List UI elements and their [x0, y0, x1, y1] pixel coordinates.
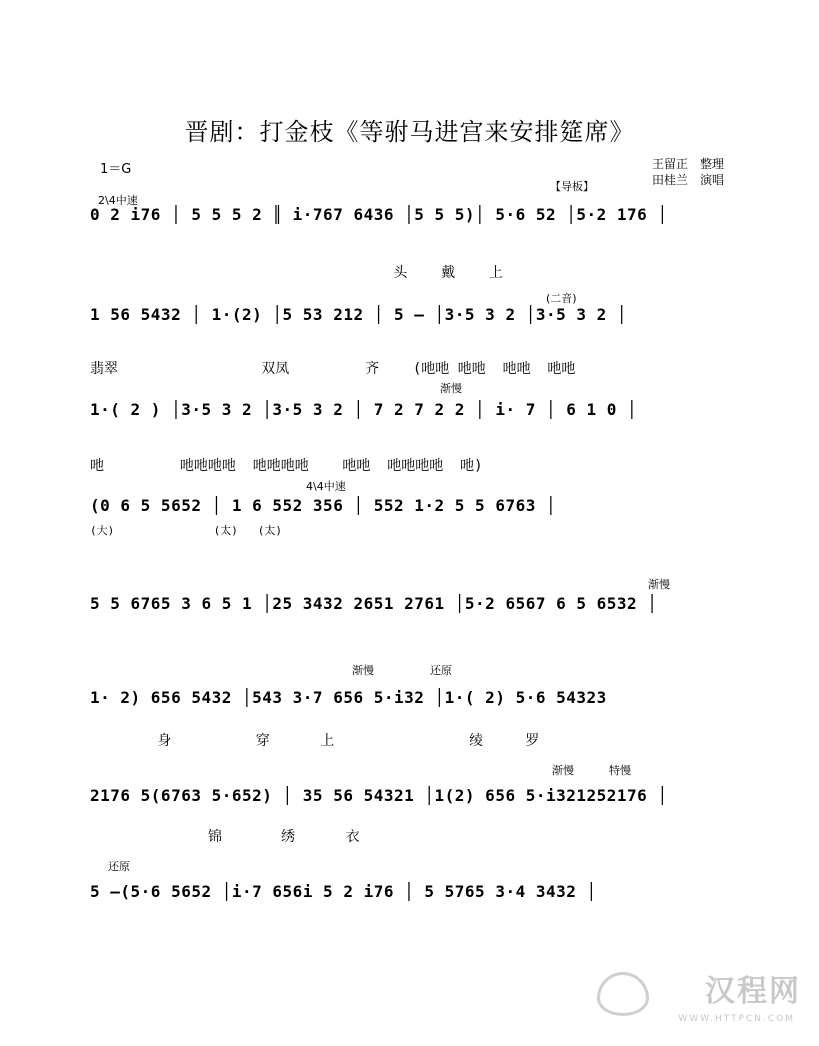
lyric-row: (大) (太) (太) — [90, 524, 282, 537]
notation-row — [90, 786, 760, 820]
tempo-annotation: 渐慢 — [648, 578, 670, 591]
lyric-row: 身 穿 上 绫 罗 — [90, 733, 540, 749]
notation-line: 0 2 i76 │ 5 5 5 2 ║ i·767 6436 │5 5 5)│ 5·6 52 │5·2 176 │ — [90, 205, 668, 224]
section-label: 【导板】 — [550, 180, 594, 193]
notation-line: 1 56 5432 │ 1·(2) │5 53 212 │ 5 – │3·5 3 2 │3·5 3 2 │ — [90, 305, 628, 324]
notation-row — [90, 882, 760, 916]
watermark-url: WWW.HTTPCN.COM — [678, 1014, 795, 1024]
tempo-annotation: 还原 — [108, 860, 130, 873]
notation-line: 1· 2) 656 5432 │543 3·7 656 5·i32 │1·( 2) 5·6 54323 — [90, 688, 607, 707]
notation-line: 1·( 2 ) │3·5 3 2 │3·5 3 2 │ 7 2 7 2 2 │ i· 7 │ 6 1 0 │ — [90, 400, 638, 419]
notation-line: 2176 5(6763 5·652) │ 35 56 54321 │1(2) 656 5·i321252176 │ — [90, 786, 668, 805]
notation-line: 5 5 6765 3 6 5 1 │25 3432 2651 2761 │5·2 6567 6 5 6532 │ — [90, 594, 658, 613]
page-title: 晋剧：打金枝《等驸马进宫来安排筵席》 — [184, 118, 635, 146]
credits — [652, 156, 724, 188]
notation-row — [90, 594, 760, 628]
notation-row — [90, 305, 760, 339]
lyric-row: 翡翠 双凤 齐 (吔吔 吔吔 吔吔 吔吔 — [90, 361, 576, 377]
tempo-annotation: 渐慢 — [440, 382, 462, 395]
notation-line: (0 6 5 5652 │ 1 6 552 356 │ 552 1·2 5 5 6763 │ — [90, 496, 557, 515]
lyric-row: 头 戴 上 — [90, 265, 503, 281]
notation-row — [90, 688, 760, 722]
notation-row — [90, 400, 760, 434]
tempo-annotation: 渐慢 特慢 — [552, 764, 631, 777]
annotation: (二音) — [546, 292, 577, 305]
tempo-mark: 4\4中速 — [306, 480, 346, 493]
lyric-row: 吔 吔吔吔吔 吔吔吔吔 吔吔 吔吔吔吔 吔) — [90, 458, 483, 474]
key-signature: 1＝G — [100, 162, 132, 177]
tempo-mark: 2\4中速 — [98, 194, 138, 207]
lyric-row: 锦 绣 衣 — [90, 829, 360, 845]
credit-arranger: 王留正 整理 — [652, 157, 725, 171]
tempo-annotation: 渐慢 还原 — [352, 664, 452, 677]
credit-performer: 田桂兰 演唱 — [652, 173, 725, 187]
notation-line: 5 –(5·6 5652 │i·7 656i 5 2 i76 │ 5 5765 3·4 3432 │ — [90, 882, 597, 901]
watermark-logo-icon — [597, 972, 649, 1016]
watermark: 汉程网 — [705, 974, 801, 1009]
notation-row — [90, 205, 760, 239]
